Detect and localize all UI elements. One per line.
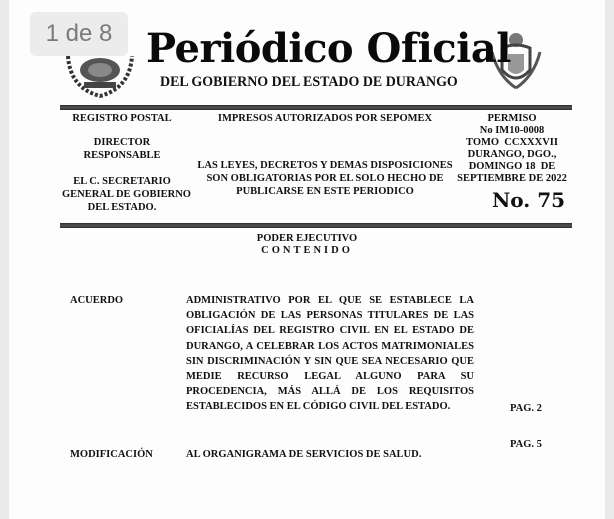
bottom-divider xyxy=(60,223,572,228)
page-indicator: 1 de 8 xyxy=(30,12,128,56)
permiso: PERMISO xyxy=(487,113,537,124)
secretario-line2: GENERAL DE GOBIERNO xyxy=(62,189,191,200)
entry-page: PAG. 5 xyxy=(510,439,542,450)
leyes-line1: LAS LEYES, DECRETOS Y DEMAS DISPOSICIONES xyxy=(197,160,453,171)
entry-page: PAG. 2 xyxy=(510,403,542,414)
lugar: DURANGO, DGO., xyxy=(467,149,557,160)
secretario-line1: EL C. SECRETARIO xyxy=(73,176,171,187)
issue-number: No. 75 xyxy=(492,188,566,212)
director-line2: RESPONSABLE xyxy=(83,150,161,161)
entry-description: ADMINISTRATIVO POR EL QUE SE ESTABLECE LA OBLIGACIÓN DE LAS PERSONAS TITULARES DE LAS OFICIALÍAS DEL REGISTRO CIVIL EN EL ESTADO DE DURANGO, A CELEBRAR LOS ACTOS MATRIMONIALES SIN DISCRIMINACIÓN Y SIN QUE SEA NECESARIO QUE MEDIE RECURSO LEGAL ALGUNO PARA SU PROCEDENCIA, MÁS ALLÁ DE LOS REQUISITOS ESTABLECIDOS EN EL CÓDIGO CIVIL DEL ESTADO. xyxy=(186,295,474,413)
fecha-line2: SEPTIEMBRE DE 2022 xyxy=(457,173,567,184)
top-divider xyxy=(60,105,572,110)
fecha-line1: DOMINGO 18 DE xyxy=(468,161,556,172)
leyes-line3: PUBLICARSE EN ESTE PERIODICO xyxy=(236,186,414,197)
entry-description: AL ORGANIGRAMA DE SERVICIOS DE SALUD. xyxy=(186,449,422,460)
mexico-coat-of-arms-icon xyxy=(64,52,136,98)
impresos-autorizados: IMPRESOS AUTORIZADOS POR SEPOMEX xyxy=(217,113,433,124)
director-line1: DIRECTOR xyxy=(93,137,151,148)
masthead-title: Periódico Oficial xyxy=(146,25,511,72)
registro-postal: REGISTRO POSTAL xyxy=(72,113,172,124)
masthead-subtitle: DEL GOBIERNO DEL ESTADO DE DURANGO xyxy=(160,74,458,90)
section-title: PODER EJECUTIVO xyxy=(256,233,358,244)
secretario-line3: DEL ESTADO. xyxy=(87,202,157,213)
tomo: TOMO CCXXXVII xyxy=(466,137,558,148)
entry-label: ACUERDO xyxy=(70,295,124,306)
leyes-line2: SON OBLIGATORIAS POR EL SOLO HECHO DE xyxy=(206,173,444,184)
contents-heading: CONTENIDO xyxy=(261,245,353,256)
entry-label: MODIFICACIÓN xyxy=(70,449,153,460)
permiso-no: No IM10-0008 xyxy=(479,125,545,136)
